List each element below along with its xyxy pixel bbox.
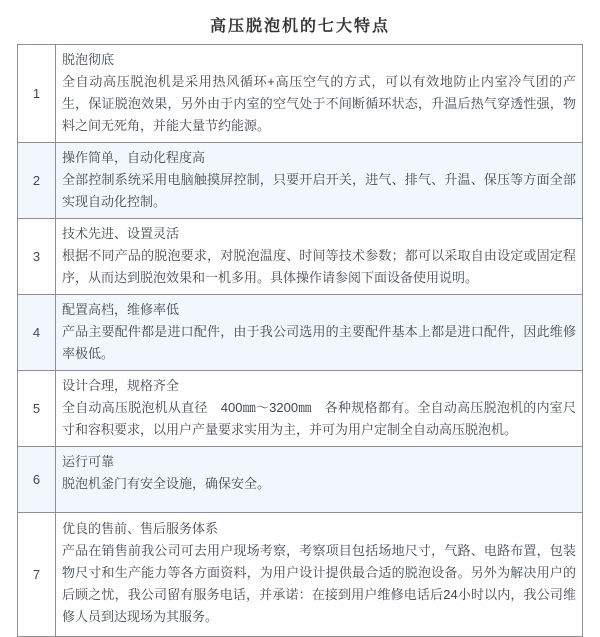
feature-body: 产品主要配件都是进口配件，由于我公司选用的主要配件基本上都是进口配件，因此维修率极低。 [62, 324, 576, 361]
feature-body: 全自动高压脱泡机从直径 400㎜～3200㎜ 各种规格都有。全自动高压脱泡机的内室尺寸和容积要求，以用户产量要求实用为主，并可为用户定制全自动高压脱泡机。 [62, 400, 576, 437]
table-row [18, 143, 583, 219]
feature-title: 操作简单，自动化程度高 [62, 150, 206, 165]
row-number: 1 [18, 45, 56, 143]
cell-inner [62, 299, 576, 365]
row-content-cell [56, 371, 583, 447]
table-row [18, 45, 583, 143]
row-content-cell [56, 219, 583, 295]
feature-title: 脱泡彻底 [62, 52, 115, 67]
cell-inner [62, 451, 576, 507]
row-content-cell [56, 295, 583, 371]
cell-inner [62, 49, 576, 137]
row-number: 2 [18, 143, 56, 219]
table-row [18, 219, 583, 295]
feature-title: 配置高档，维修率低 [62, 302, 180, 317]
table-row [18, 295, 583, 371]
row-number: 3 [18, 219, 56, 295]
feature-body: 全自动高压脱泡机是采用热风循环+高压空气的方式，可以有效地防止内室冷气团的产生，保证脱泡效果，另外由于内室的空气处于不间断循环状态，升温后热气穿透性强，物料之间无死角，并能大量节约能源。 [62, 74, 576, 133]
table-row [18, 447, 583, 513]
feature-body: 脱泡机釜门有安全设施，确保安全。 [62, 476, 271, 491]
cell-inner [62, 223, 576, 289]
features-table [17, 44, 583, 637]
row-content-cell [56, 447, 583, 513]
row-content-cell [56, 143, 583, 219]
table-row [18, 513, 583, 637]
feature-body: 产品在销售前我公司可去用户现场考察，考察项目包括场地尺寸，气路、电路布置，包装物尺寸和生产能力等各方面资料，为用户设计提供最合适的脱泡设备。另外为解决用户的后顾之忧，我公司留有服务电话，并承诺：在接到用户维修电话后24小时以内，我公司维修人员到达现场为其服务。 [62, 543, 576, 624]
feature-body: 全部控制系统采用电脑触摸屏控制，只要开启开关，进气、排气、升温、保压等方面全部实现自动化控制。 [62, 172, 576, 209]
cell-inner [62, 518, 576, 628]
feature-title: 设计合理，规格齐全 [62, 378, 180, 393]
cell-inner [62, 375, 576, 441]
row-content-cell [56, 513, 583, 637]
feature-body: 根据不同产品的脱泡要求，对脱泡温度、时间等技术参数；都可以采取自由设定或固定程序，从而达到脱泡效果和一机多用。具体操作请参阅下面设备使用说明。 [62, 248, 576, 285]
feature-title: 技术先进、设置灵活 [62, 226, 180, 241]
table-row [18, 371, 583, 447]
page-title: 高压脱泡机的七大特点 [209, 18, 390, 35]
feature-title: 运行可靠 [62, 454, 115, 469]
row-number: 4 [18, 295, 56, 371]
feature-title: 优良的售前、售后服务体系 [62, 521, 219, 536]
row-number: 6 [18, 447, 56, 513]
row-number: 7 [18, 513, 56, 637]
row-number: 5 [18, 371, 56, 447]
row-content-cell [56, 45, 583, 143]
cell-inner [62, 147, 576, 213]
